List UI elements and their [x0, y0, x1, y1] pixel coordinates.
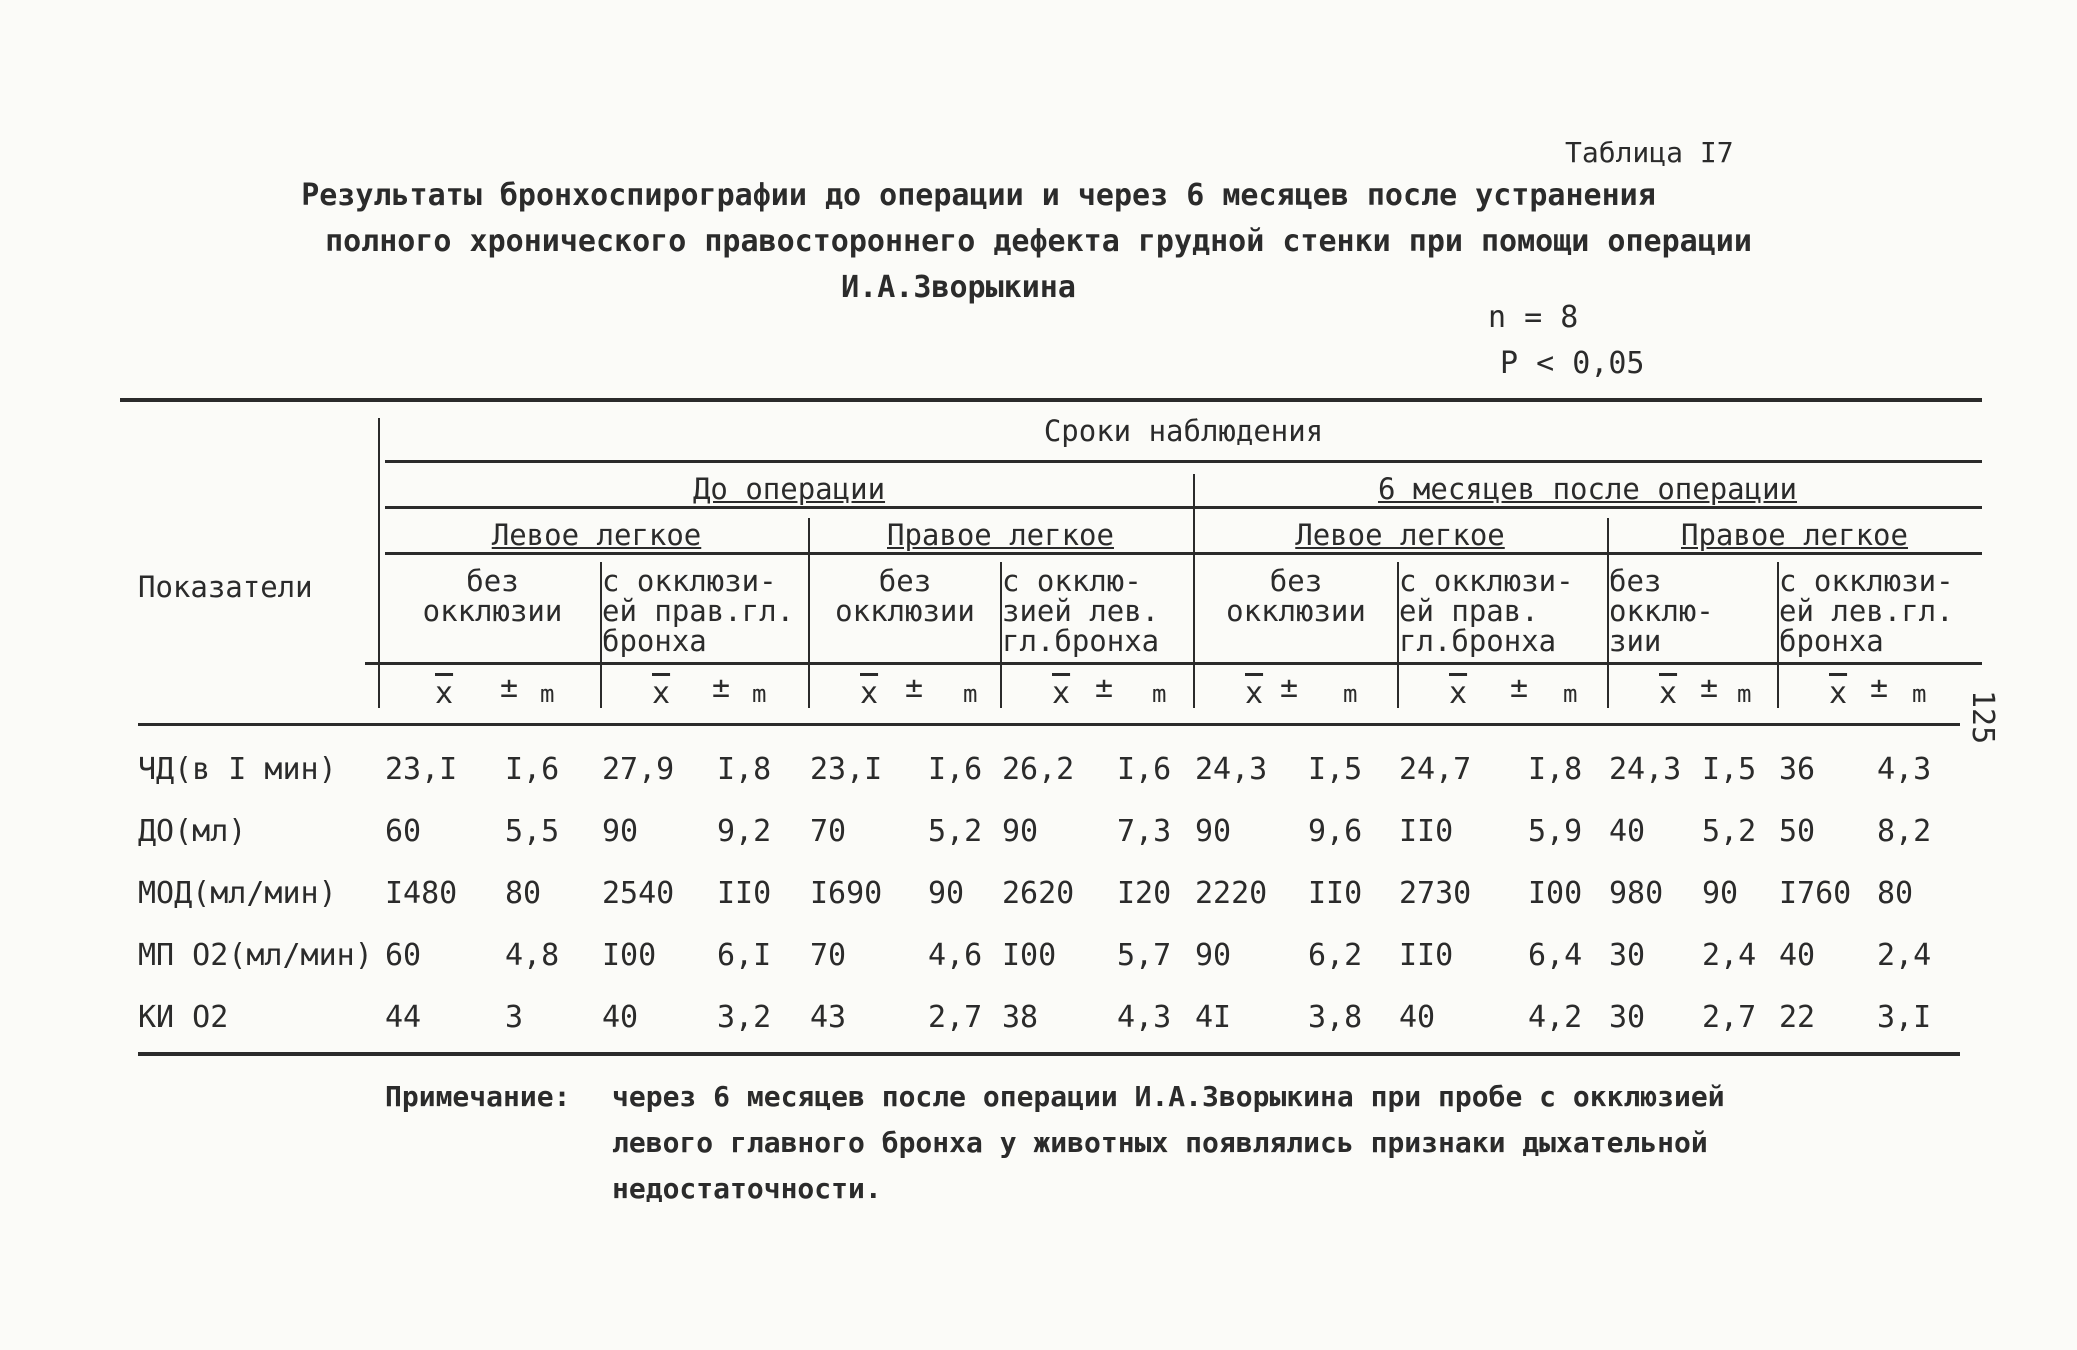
- cell-error: I20: [1117, 876, 1172, 911]
- m-error-symbol: m: [1737, 680, 1752, 708]
- cell-mean: I00: [1002, 938, 1057, 973]
- x-mean-symbol: $\overline{x}$: [1829, 676, 1848, 711]
- before-right-lung-header: Правое легкое: [887, 518, 1114, 552]
- page-number: 125: [1965, 690, 2000, 745]
- cell-error: 5,9: [1528, 814, 1583, 849]
- row-label: КИ О2: [138, 1000, 229, 1035]
- rule-below-period: [385, 460, 1982, 463]
- cell-error: 80: [505, 876, 542, 911]
- group-header-4: с окклю- зией лев. гл.бронха: [1002, 564, 1160, 658]
- row-label: МП О2(мл/мин): [138, 938, 373, 973]
- cell-mean: 43: [810, 1000, 847, 1035]
- row-label: МОД(мл/мин): [138, 876, 337, 911]
- plus-minus-symbol: ±: [1870, 670, 1889, 705]
- cell-error: 90: [1702, 876, 1739, 911]
- cell-mean: 90: [602, 814, 639, 849]
- x-mean-symbol: $\overline{x}$: [435, 676, 454, 711]
- cell-mean: II0: [1399, 814, 1454, 849]
- before-header: До операции: [692, 472, 886, 506]
- cell-mean: 70: [810, 938, 847, 973]
- cell-mean: 90: [1002, 814, 1039, 849]
- cell-mean: 40: [1609, 814, 1646, 849]
- group-header-7: без окклю- зии: [1609, 564, 1714, 658]
- cell-mean: 40: [1399, 1000, 1436, 1035]
- m-error-symbol: m: [1912, 680, 1927, 708]
- cell-error: 4,3: [1117, 1000, 1172, 1035]
- cell-mean: 23,I: [385, 752, 458, 787]
- cell-mean: 90: [1195, 938, 1232, 973]
- cell-mean: 60: [385, 938, 422, 973]
- table-bottom-rule: [138, 1052, 1960, 1056]
- cell-error: 4,3: [1877, 752, 1932, 787]
- row-label: ЧД(в I мин): [138, 752, 337, 787]
- table-top-rule: [120, 398, 1982, 402]
- x-mean-symbol: $\overline{x}$: [860, 676, 879, 711]
- cell-error: 3,I: [1877, 1000, 1932, 1035]
- x-mean-symbol: $\overline{x}$: [1449, 676, 1468, 711]
- cell-mean: 2620: [1002, 876, 1075, 911]
- before-left-lung-header: Левое легкое: [491, 518, 702, 552]
- cell-error: 7,3: [1117, 814, 1172, 849]
- cell-error: 4,6: [928, 938, 983, 973]
- cell-mean: 4I: [1195, 1000, 1232, 1035]
- cell-error: 3: [505, 1000, 524, 1035]
- cell-error: 5,5: [505, 814, 560, 849]
- group-header-2: с окклюзи- ей прав.гл. бронха: [602, 564, 795, 658]
- note-line-3: недостаточности.: [612, 1172, 882, 1205]
- table-number: Таблица I7: [1565, 136, 1734, 169]
- period-header: Сроки наблюдения: [1043, 414, 1324, 448]
- cell-mean: 2730: [1399, 876, 1472, 911]
- m-error-symbol: m: [540, 680, 555, 708]
- cell-error: 2,7: [928, 1000, 983, 1035]
- cell-error: I,6: [1117, 752, 1172, 787]
- cell-error: 2,7: [1702, 1000, 1757, 1035]
- group-header-1: без окклюзии: [422, 564, 563, 628]
- group-header-6: с окклюзи- ей прав. гл.бронха: [1399, 564, 1574, 658]
- cell-mean: 2220: [1195, 876, 1268, 911]
- cell-mean: 24,7: [1399, 752, 1472, 787]
- cell-error: I,8: [1528, 752, 1583, 787]
- cell-error: I,5: [1308, 752, 1363, 787]
- cell-mean: 27,9: [602, 752, 675, 787]
- cell-mean: 30: [1609, 938, 1646, 973]
- cell-mean: 36: [1779, 752, 1816, 787]
- row-label: ДО(мл): [138, 814, 247, 849]
- cell-error: 5,2: [928, 814, 983, 849]
- cell-error: II0: [717, 876, 772, 911]
- x-mean-symbol: $\overline{x}$: [1052, 676, 1071, 711]
- cell-mean: 24,3: [1195, 752, 1268, 787]
- cell-error: 6,4: [1528, 938, 1583, 973]
- cell-mean: 90: [1195, 814, 1232, 849]
- plus-minus-symbol: ±: [712, 670, 731, 705]
- cell-mean: 26,2: [1002, 752, 1075, 787]
- plus-minus-symbol: ±: [1280, 670, 1299, 705]
- row-label-header: Показатели: [138, 570, 313, 604]
- m-error-symbol: m: [752, 680, 767, 708]
- cell-error: 3,8: [1308, 1000, 1363, 1035]
- m-error-symbol: m: [1563, 680, 1578, 708]
- cell-mean: 60: [385, 814, 422, 849]
- plus-minus-symbol: ±: [905, 670, 924, 705]
- cell-error: I,6: [505, 752, 560, 787]
- cell-mean: 44: [385, 1000, 422, 1035]
- cell-mean: 23,I: [810, 752, 883, 787]
- note-label: Примечание:: [385, 1080, 571, 1113]
- rule-below-symbols: [138, 723, 1960, 726]
- cell-mean: 70: [810, 814, 847, 849]
- rule-below-lung: [385, 552, 1982, 555]
- title-line-1: Результаты бронхоспирографии до операции и через 6 месяцев после устранения: [301, 178, 1656, 213]
- sample-size: n = 8: [1488, 300, 1579, 335]
- p-value: P < 0,05: [1500, 346, 1645, 381]
- cell-error: 5,7: [1117, 938, 1172, 973]
- cell-mean: I480: [385, 876, 458, 911]
- cell-mean: 980: [1609, 876, 1664, 911]
- cell-error: 6,2: [1308, 938, 1363, 973]
- cell-error: 90: [928, 876, 965, 911]
- cell-error: I,5: [1702, 752, 1757, 787]
- m-error-symbol: m: [1152, 680, 1167, 708]
- cell-mean: I690: [810, 876, 883, 911]
- m-error-symbol: m: [1343, 680, 1358, 708]
- note-line-1: через 6 месяцев после операции И.А.Зворыкина при пробе с окклюзией: [612, 1080, 1725, 1113]
- title-line-3: И.А.Зворыкина: [841, 270, 1076, 305]
- cell-error: 4,8: [505, 938, 560, 973]
- group-header-3: без окклюзии: [835, 564, 975, 628]
- plus-minus-symbol: ±: [1700, 670, 1719, 705]
- cell-mean: 50: [1779, 814, 1816, 849]
- cell-mean: 40: [1779, 938, 1816, 973]
- title-line-2: полного хронического правостороннего дефекта грудной стенки при помощи операции: [325, 224, 1752, 259]
- m-error-symbol: m: [963, 680, 978, 708]
- cell-error: 3,2: [717, 1000, 772, 1035]
- group-header-8: с окклюзи- ей лев.гл. бронха: [1779, 564, 1954, 658]
- cell-mean: 22: [1779, 1000, 1816, 1035]
- group-header-5: без окклюзии: [1226, 564, 1366, 628]
- plus-minus-symbol: ±: [1510, 670, 1529, 705]
- cell-error: 6,I: [717, 938, 772, 973]
- col-sep-labels: [378, 418, 380, 708]
- cell-mean: II0: [1399, 938, 1454, 973]
- cell-mean: 40: [602, 1000, 639, 1035]
- cell-error: 4,2: [1528, 1000, 1583, 1035]
- x-mean-symbol: $\overline{x}$: [652, 676, 671, 711]
- cell-error: 5,2: [1702, 814, 1757, 849]
- cell-error: II0: [1308, 876, 1363, 911]
- cell-mean: 38: [1002, 1000, 1039, 1035]
- after-right-lung-header: Правое легкое: [1681, 518, 1908, 552]
- after-left-lung-header: Левое легкое: [1295, 518, 1505, 552]
- rule-below-phase: [385, 506, 1982, 509]
- cell-error: 9,2: [717, 814, 772, 849]
- plus-minus-symbol: ±: [1095, 670, 1114, 705]
- note-line-2: левого главного бронха у животных появлялись признаки дыхательной: [612, 1126, 1708, 1159]
- cell-error: I,8: [717, 752, 772, 787]
- cell-error: 2,4: [1877, 938, 1932, 973]
- cell-mean: 24,3: [1609, 752, 1682, 787]
- cell-error: 8,2: [1877, 814, 1932, 849]
- x-mean-symbol: $\overline{x}$: [1659, 676, 1678, 711]
- after-header: 6 месяцев после операции: [1377, 472, 1798, 506]
- cell-mean: 30: [1609, 1000, 1646, 1035]
- cell-mean: I00: [602, 938, 657, 973]
- cell-error: I,6: [928, 752, 983, 787]
- cell-error: 2,4: [1702, 938, 1757, 973]
- cell-error: 9,6: [1308, 814, 1363, 849]
- plus-minus-symbol: ±: [500, 670, 519, 705]
- cell-error: 80: [1877, 876, 1914, 911]
- x-mean-symbol: $\overline{x}$: [1245, 676, 1264, 711]
- cell-error: I00: [1528, 876, 1583, 911]
- cell-mean: I760: [1779, 876, 1852, 911]
- cell-mean: 2540: [602, 876, 675, 911]
- rule-below-groups: [365, 662, 1982, 665]
